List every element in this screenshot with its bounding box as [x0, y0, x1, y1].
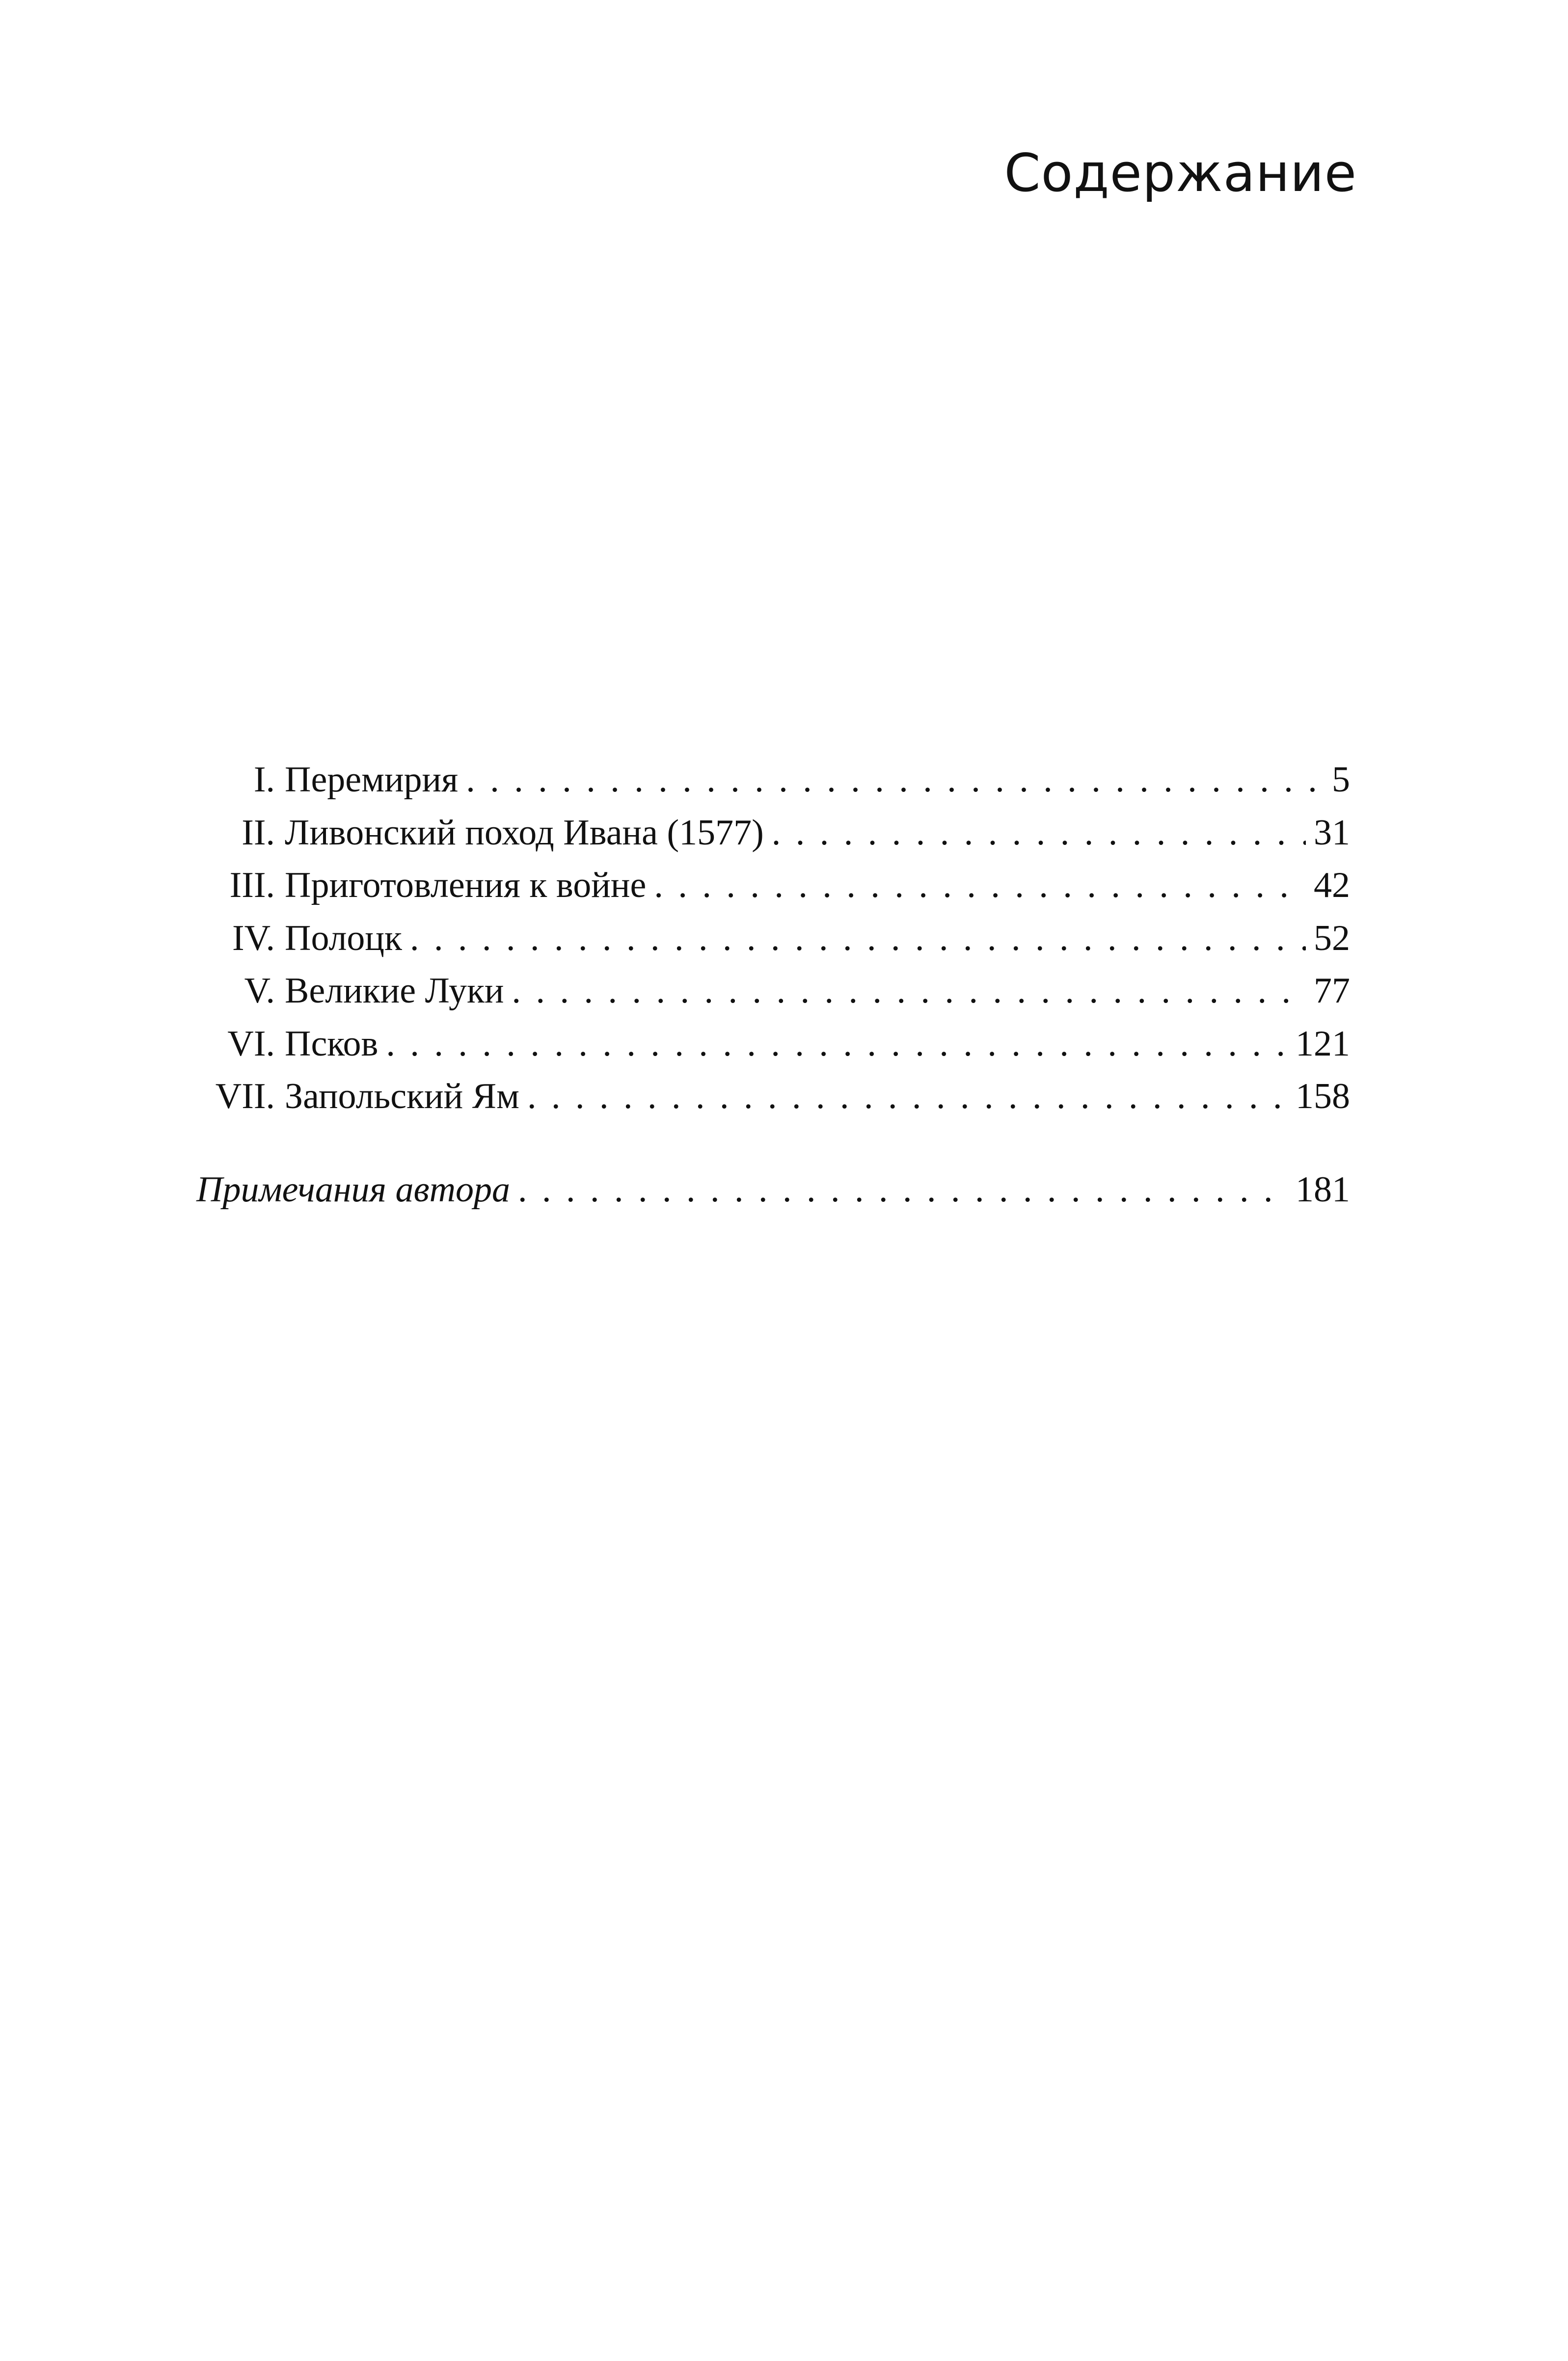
- page-number: 42: [1314, 865, 1350, 905]
- page-number: 52: [1314, 918, 1350, 958]
- chapter-title: Полоцк: [285, 918, 402, 958]
- chapter-number: V.: [244, 971, 275, 1011]
- chapter-title: Запольский Ям: [285, 1076, 519, 1116]
- page-title: Содержание: [1004, 143, 1357, 203]
- toc-entry[interactable]: [196, 754, 1350, 807]
- chapter-title: Великие Луки: [285, 971, 504, 1011]
- dot-leader: [512, 965, 1306, 1018]
- chapter-number: IV.: [232, 918, 275, 958]
- toc-entry[interactable]: [196, 1070, 1350, 1123]
- toc-entry[interactable]: [196, 912, 1350, 965]
- chapter-title: Псков: [285, 1023, 378, 1064]
- chapter-title: Ливонский поход Ивана (1577): [285, 812, 764, 853]
- toc-entry-notes[interactable]: [196, 1164, 1350, 1217]
- page-number: 5: [1332, 760, 1350, 800]
- chapter-title: Приготовления к войне: [285, 865, 647, 905]
- dot-leader: [410, 912, 1306, 965]
- chapter-title: Перемирия: [285, 760, 459, 800]
- toc-entry[interactable]: [196, 807, 1350, 860]
- toc-entry[interactable]: [196, 965, 1350, 1018]
- chapter-number: II.: [242, 812, 275, 853]
- notes-title: Примечания автора: [196, 1169, 511, 1210]
- toc-entry[interactable]: [196, 859, 1350, 912]
- chapter-number: III.: [229, 865, 275, 905]
- table-of-contents: [196, 754, 1350, 1216]
- dot-leader: [518, 1164, 1288, 1217]
- dot-leader: [654, 859, 1306, 912]
- dot-leader: [772, 807, 1306, 860]
- dot-leader: [386, 1018, 1288, 1071]
- chapter-number: VI.: [227, 1023, 275, 1064]
- page-number: 181: [1296, 1169, 1350, 1210]
- dot-leader: [466, 754, 1324, 807]
- page-number: 77: [1314, 971, 1350, 1011]
- toc-entry[interactable]: [196, 1018, 1350, 1071]
- page-number: 121: [1296, 1023, 1350, 1064]
- page-number: 158: [1296, 1076, 1350, 1116]
- page-number: 31: [1314, 812, 1350, 853]
- chapter-number: VII.: [215, 1076, 275, 1116]
- dot-leader: [527, 1070, 1288, 1123]
- chapter-number: I.: [253, 760, 275, 800]
